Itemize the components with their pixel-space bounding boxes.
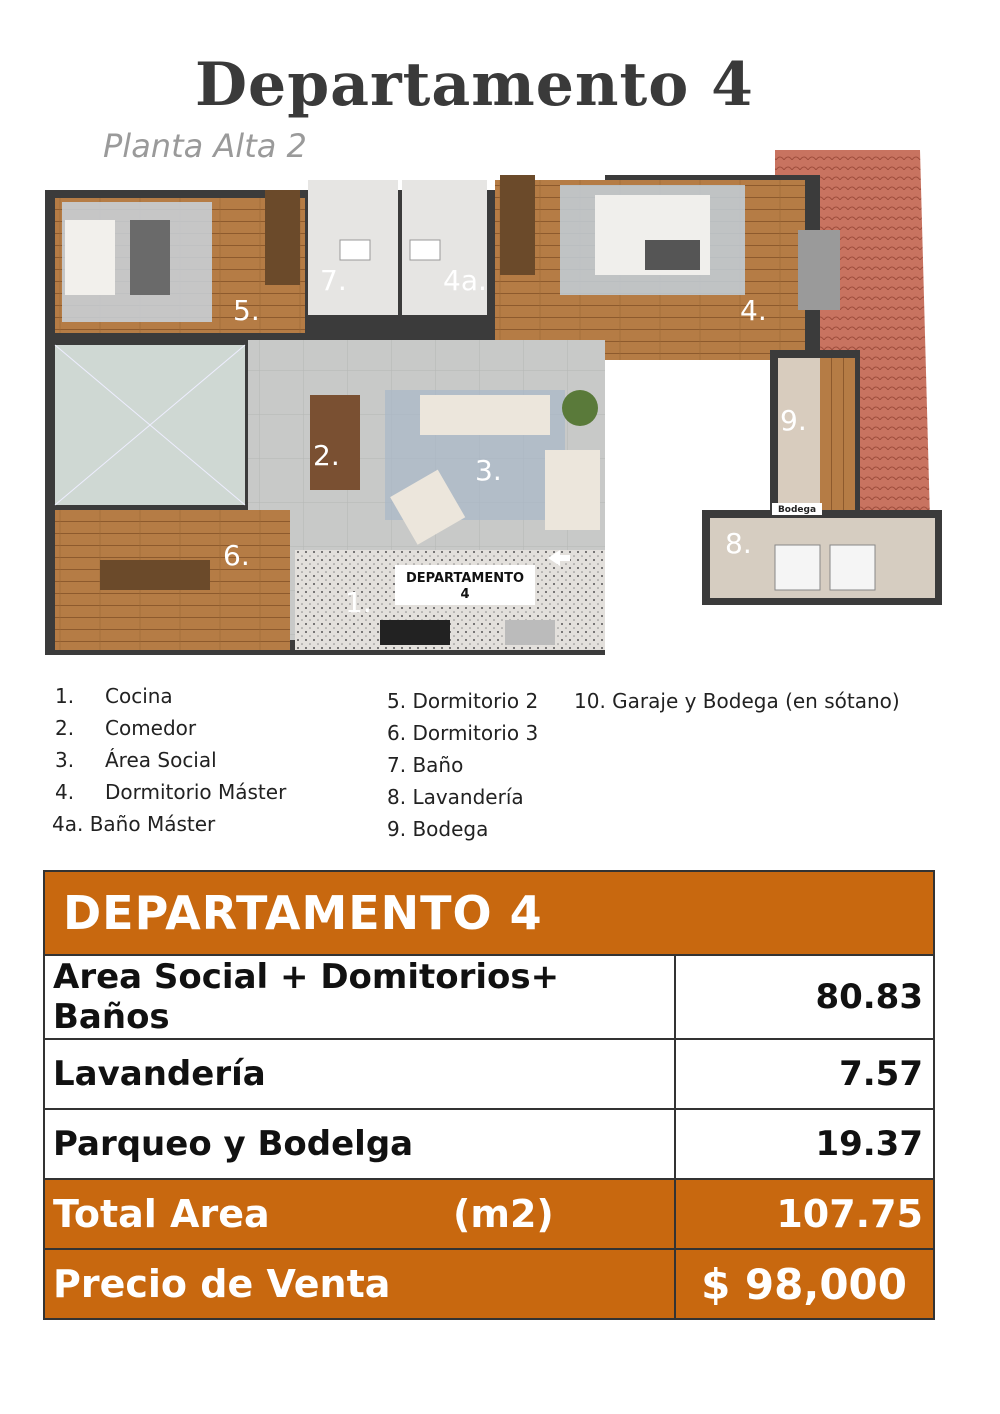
- row-value: 7.57: [675, 1039, 934, 1109]
- row-label: Lavandería: [44, 1039, 675, 1109]
- table-row: [44, 1109, 934, 1179]
- table-row: [44, 955, 934, 1039]
- table-heading: DEPARTAMENTO 4: [44, 871, 934, 955]
- legend-item: 6. Dormitorio 3: [387, 721, 539, 745]
- floor-plan: [40, 150, 945, 670]
- price-row: [44, 1249, 934, 1319]
- room-number: 3.: [475, 454, 502, 487]
- total-label-cell: [44, 1179, 675, 1249]
- room-number: 4.: [740, 294, 767, 327]
- table-row: [44, 1039, 934, 1109]
- price-value: $ 98,000: [675, 1249, 934, 1319]
- legend-item: 4a. Baño Máster: [52, 812, 216, 836]
- room-number: 6.: [223, 539, 250, 572]
- legend-item: 10. Garaje y Bodega (en sótano): [574, 689, 900, 713]
- row-value: 80.83: [675, 955, 934, 1039]
- total-value: 107.75: [675, 1179, 934, 1249]
- room-number: 7.: [320, 264, 347, 297]
- total-label: Total Area: [53, 1192, 270, 1236]
- legend-item: 9. Bodega: [387, 817, 489, 841]
- apartment-label-number: 4: [460, 587, 470, 602]
- row-label: Area Social + Domitorios+ Baños: [44, 955, 675, 1039]
- row-value: 19.37: [675, 1109, 934, 1179]
- price-label: Precio de Venta: [44, 1249, 675, 1319]
- room-number: 5.: [233, 294, 260, 327]
- total-row: [44, 1179, 934, 1249]
- storage-tag: Bodega: [777, 505, 817, 515]
- table-header-row: [44, 871, 934, 955]
- page-title: Departamento 4: [195, 50, 754, 120]
- apartment-label: DEPARTAMENTO: [405, 571, 525, 586]
- room-number: 9.: [780, 404, 807, 437]
- total-unit: (m2): [453, 1192, 554, 1236]
- room-number: 2.: [313, 439, 340, 472]
- page-subtitle: Planta Alta 2: [103, 127, 307, 165]
- legend-item: 7. Baño: [387, 753, 464, 777]
- room-number: 4a.: [443, 264, 487, 297]
- legend-item: 5. Dormitorio 2: [387, 689, 539, 713]
- room-number: 8.: [725, 527, 752, 560]
- row-label: Parqueo y Bodelga: [44, 1109, 675, 1179]
- area-summary-table: [43, 870, 935, 1320]
- room-number: 1.: [345, 586, 372, 619]
- legend-item: 8. Lavandería: [387, 785, 524, 809]
